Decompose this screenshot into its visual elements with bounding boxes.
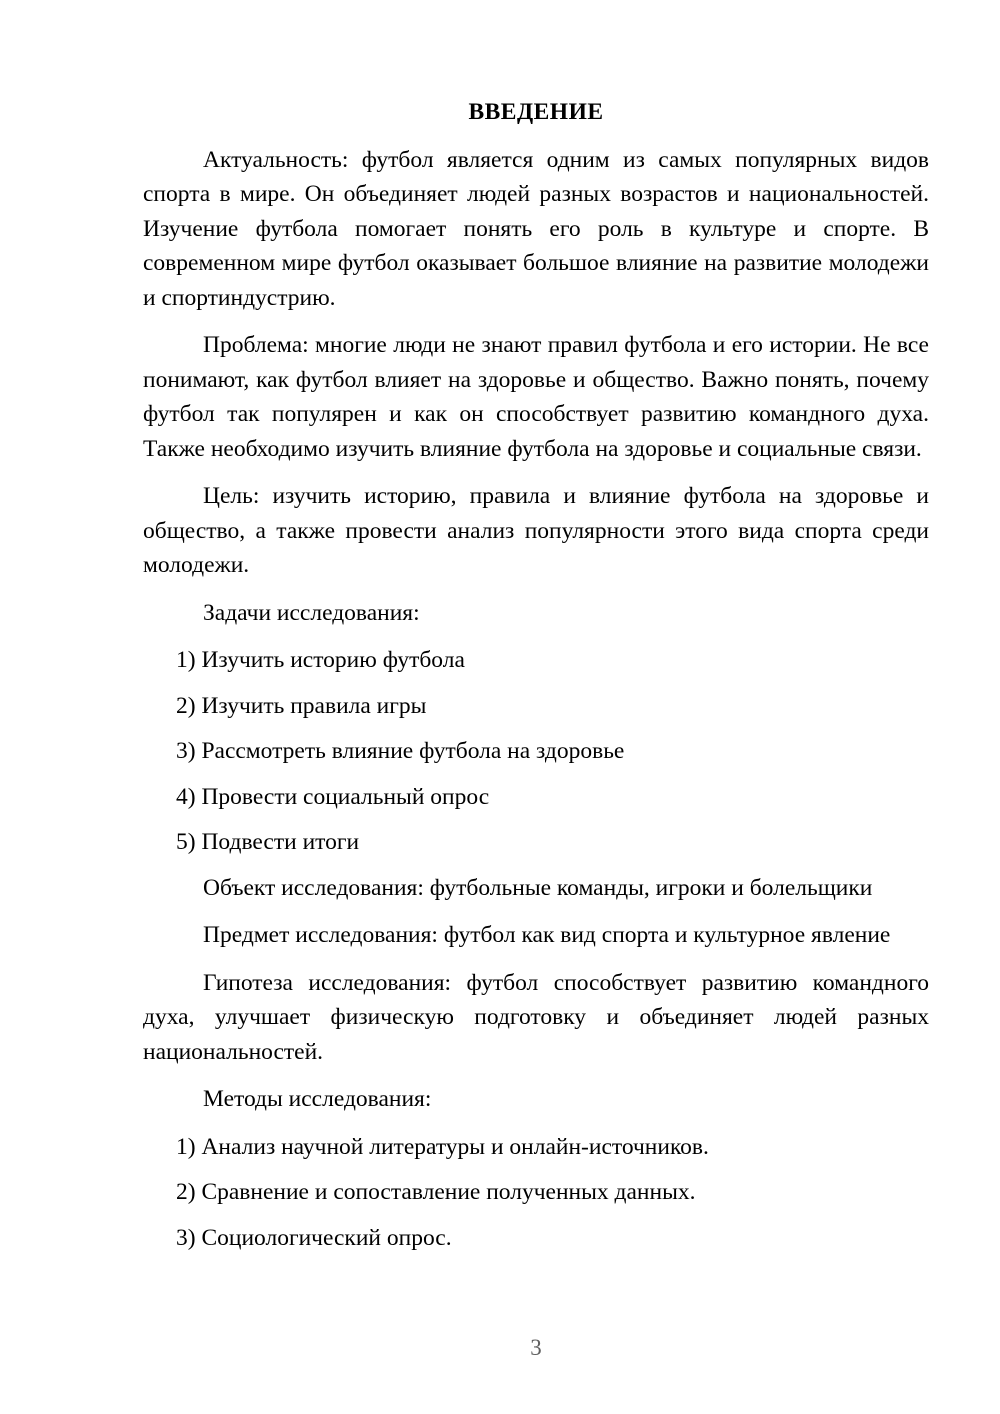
task-item: 4) Провести социальный опрос xyxy=(176,783,490,810)
paragraph-problem: Проблема: многие люди не знают правил футбола и его истории. Не все понимают, как футбол влияет на здоровье и общество. Важно понять, почему футбол так популярен и как он способствует развитию командного духа. Также необходимо изучить влияние футбола на здоровье и социальные связи. xyxy=(143,332,929,462)
page-content xyxy=(143,95,929,1266)
paragraph-goal: Цель: изучить историю, правила и влияние футбола на здоровье и общество, а также провести анализ популярности этого вида спорта среди молодежи. xyxy=(143,483,929,578)
task-item: 5) Подвести итоги xyxy=(176,829,360,855)
methods-heading: Методы исследования: xyxy=(203,1086,432,1112)
methods-list xyxy=(143,1130,929,1256)
method-item: 2) Сравнение и сопоставление полученных данных. xyxy=(176,1179,696,1205)
tasks-list xyxy=(143,643,929,860)
page-number: 3 xyxy=(530,1335,542,1360)
task-item: 1) Изучить историю футбола xyxy=(176,647,465,673)
task-item: 3) Рассмотреть влияние футбола на здоровье xyxy=(176,738,625,764)
task-item: 2) Изучить правила игры xyxy=(176,692,427,719)
paragraph-relevance: Актуальность: футбол является одним из самых популярных видов спорта в мире. Он объединяет людей разных возрастов и национальностей. Изучение футбола помогает понять его роль в культуре и спорте. В современном мире футбол оказывает большое влияние на развитие молодежи и спортиндустрию. xyxy=(143,146,929,311)
paragraph-object: Объект исследования: футбольные команды, игроки и болельщики xyxy=(203,874,873,901)
tasks-heading: Задачи исследования: xyxy=(203,599,420,626)
method-item: 1) Анализ научной литературы и онлайн-источников. xyxy=(176,1133,709,1160)
paragraph-hypothesis: Гипотеза исследования: футбол способствует развитию командного духа, улучшает физическую подготовку и объединяет людей разных национальностей. xyxy=(143,969,929,1065)
paragraph-subject: Предмет исследования: футбол как вид спорта и культурное явление xyxy=(203,922,891,948)
document-title: ВВЕДЕНИЕ xyxy=(468,99,604,125)
method-item: 3) Социологический опрос. xyxy=(176,1224,452,1251)
